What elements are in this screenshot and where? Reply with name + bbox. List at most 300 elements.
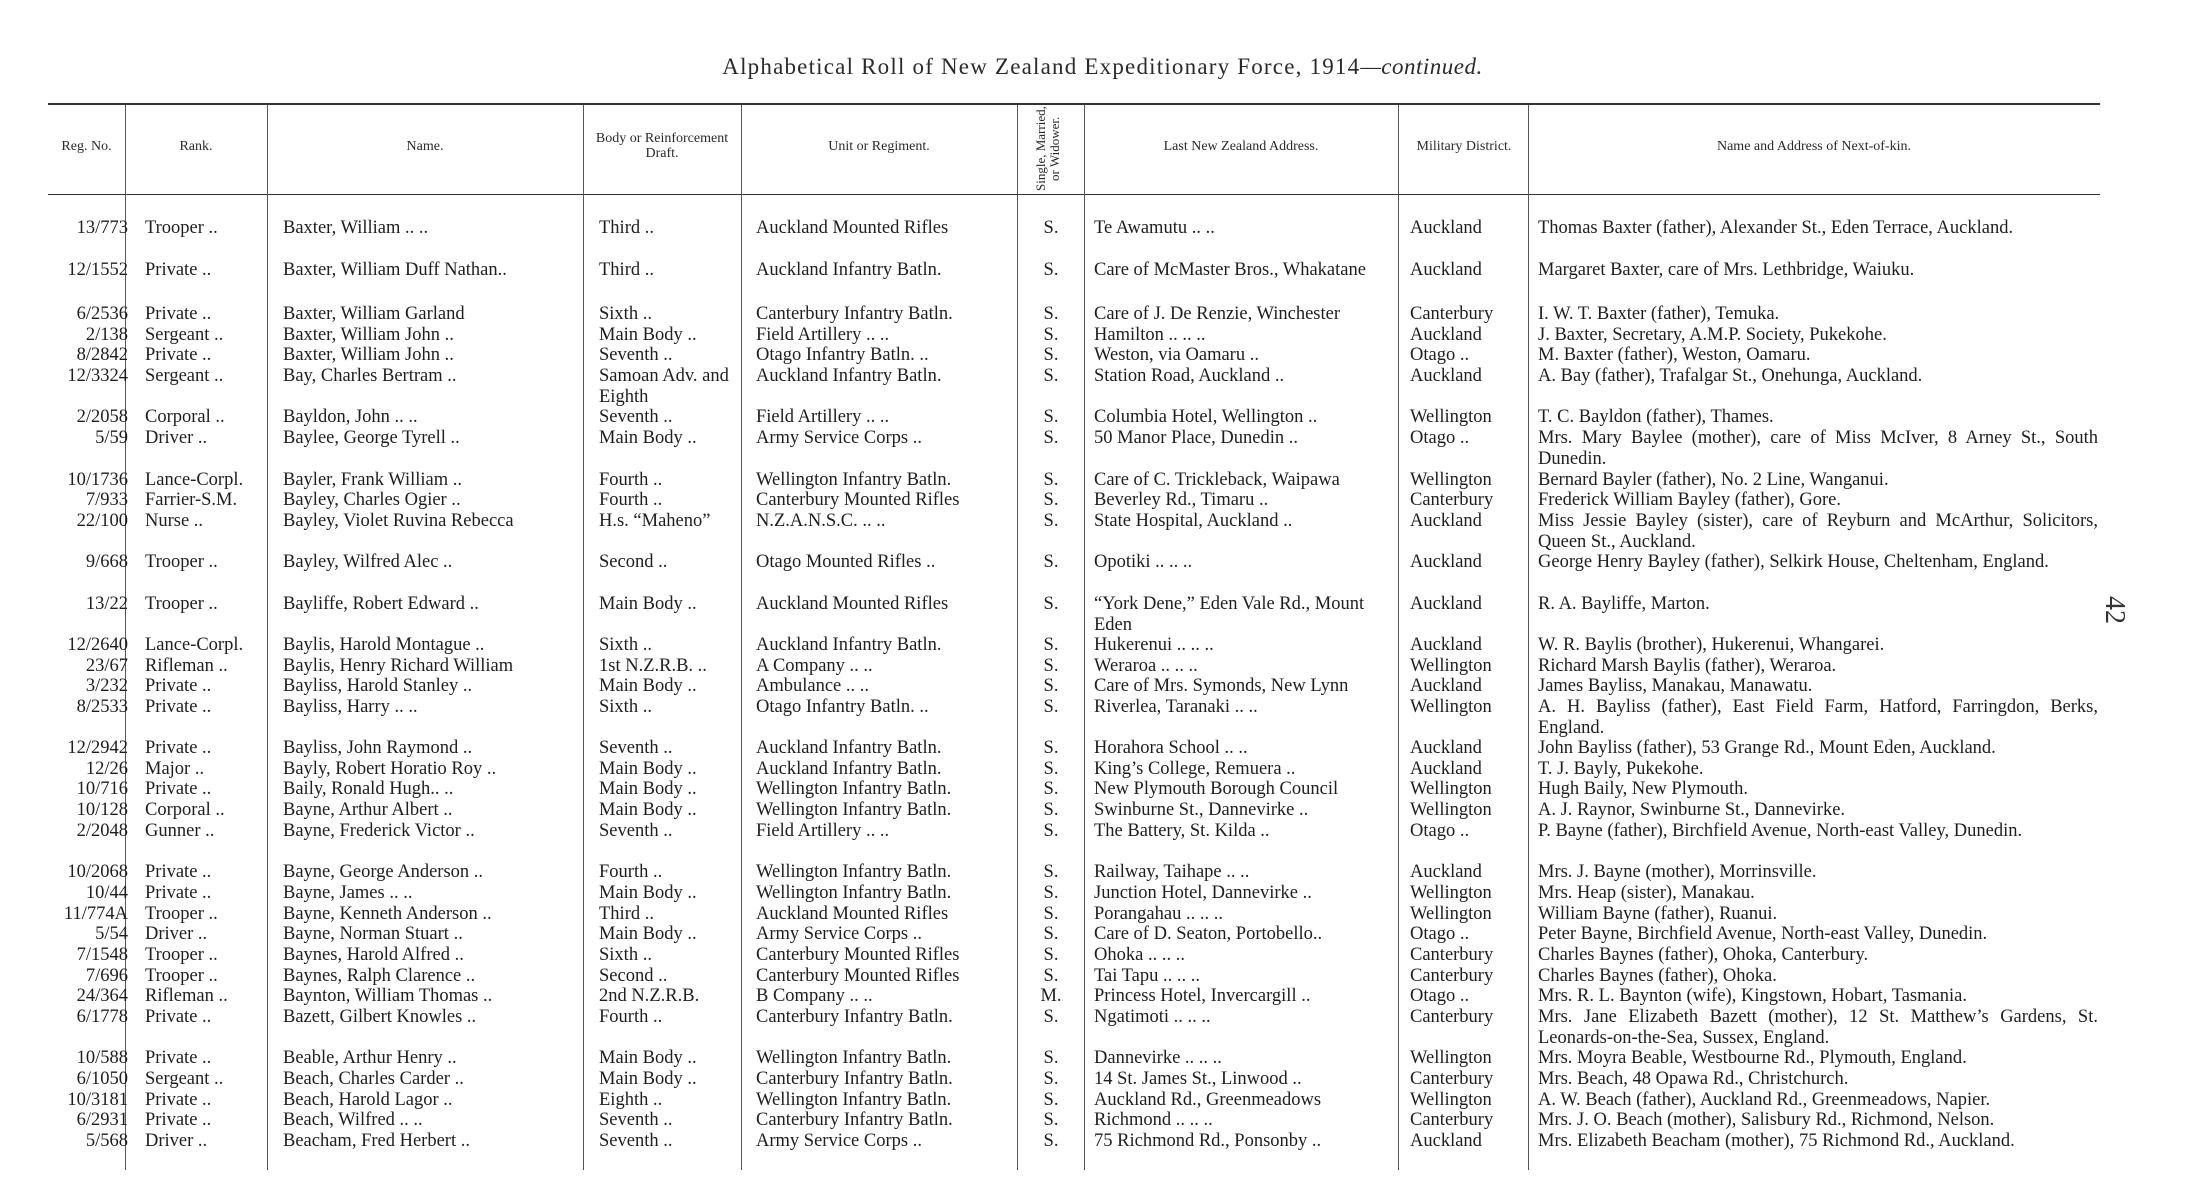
reg-no-cell: 8/2842 [76, 345, 128, 365]
district-cell: Otago .. [1410, 986, 1470, 1006]
district-cell: Canterbury [1410, 1069, 1494, 1089]
kin-cell: A. W. Beach (father), Auckland Rd., Greenmeadows, Napier. [1538, 1090, 1991, 1110]
reg-no-cell: 8/2533 [76, 697, 128, 717]
body-draft-cell: Sixth .. [599, 697, 652, 717]
address-cell: Care of Mrs. Symonds, New Lynn [1094, 676, 1349, 696]
body-draft-cell: Fourth .. [599, 1007, 663, 1027]
reg-no-cell: 11/774A [63, 904, 128, 924]
reg-no-cell: 6/2931 [76, 1110, 128, 1130]
body-draft-cell: Seventh .. [599, 738, 673, 758]
unit-cell: Wellington Infantry Batln. [756, 1090, 952, 1110]
address-cell: Railway, Taihape .. .. [1094, 862, 1250, 882]
kin-cell: Mrs. Heap (sister), Manakau. [1538, 883, 1755, 903]
reg-no-cell: 10/716 [76, 779, 128, 799]
body-draft-cell: Main Body .. [599, 759, 697, 779]
district-cell: Otago .. [1410, 821, 1470, 841]
body-draft-cell: Sixth .. [599, 635, 652, 655]
address-cell: Horahora School .. .. [1094, 738, 1248, 758]
rank-cell: Private .. [145, 1110, 212, 1130]
status-cell: S. [1043, 428, 1059, 448]
reg-no-cell: 23/67 [85, 656, 128, 676]
reg-no-cell: 2/2058 [76, 407, 128, 427]
status-cell: S. [1043, 904, 1059, 924]
status-cell: S. [1043, 366, 1059, 386]
status-cell: S. [1043, 862, 1059, 882]
district-cell: Wellington [1410, 1048, 1492, 1068]
kin-cell: A. H. Bayliss (father), East Field Farm, Hatford, Farringdon, Berks, England. [1538, 697, 2098, 738]
body-draft-cell: Fourth .. [599, 470, 663, 490]
unit-cell: A Company .. .. [756, 656, 873, 676]
name-cell: Bayley, Charles Ogier .. [283, 490, 461, 510]
name-cell: Bayliss, Harold Stanley .. [283, 676, 473, 696]
status-cell: S. [1043, 1110, 1059, 1130]
district-cell: Canterbury [1410, 1110, 1494, 1130]
status-cell: S. [1043, 821, 1059, 841]
rank-cell: Private .. [145, 697, 212, 717]
unit-cell: Army Service Corps .. [756, 924, 922, 944]
name-cell: Bayne, George Anderson .. [283, 862, 484, 882]
unit-cell: Army Service Corps .. [756, 1131, 922, 1151]
header-body-draft: Body or Reinforcement Draft. [595, 131, 729, 161]
name-cell: Bayne, James .. .. [283, 883, 413, 903]
address-cell: Tai Tapu .. .. .. [1094, 966, 1200, 986]
kin-cell: Mrs. Beach, 48 Opawa Rd., Christchurch. [1538, 1069, 1849, 1089]
header-status: Single, Married, or Widower. [1033, 106, 1062, 192]
unit-cell: Auckland Infantry Batln. [756, 366, 942, 386]
reg-no-cell: 10/44 [85, 883, 128, 903]
address-cell: Richmond .. .. .. [1094, 1110, 1213, 1130]
district-cell: Auckland [1410, 366, 1482, 386]
reg-no-cell: 12/2640 [67, 635, 128, 655]
kin-cell: R. A. Bayliffe, Marton. [1538, 594, 1710, 614]
name-cell: Beacham, Fred Herbert .. [283, 1131, 470, 1151]
address-cell: Swinburne St., Dannevirke .. [1094, 800, 1309, 820]
rank-cell: Private .. [145, 1048, 212, 1068]
unit-cell: N.Z.A.N.S.C. .. .. [756, 511, 886, 531]
district-cell: Wellington [1410, 470, 1492, 490]
kin-cell: J. Baxter, Secretary, A.M.P. Society, Pukekohe. [1538, 325, 1887, 345]
status-cell: S. [1043, 304, 1059, 324]
address-cell: Hamilton .. .. .. [1094, 325, 1206, 345]
unit-cell: Ambulance .. .. [756, 676, 870, 696]
reg-no-cell: 12/1552 [67, 260, 128, 280]
rank-cell: Driver .. [145, 428, 208, 448]
body-draft-cell: Second .. [599, 552, 668, 572]
header-unit: Unit or Regiment. [828, 138, 930, 154]
unit-cell: B Company .. .. [756, 986, 873, 1006]
unit-cell: Canterbury Infantry Batln. [756, 1007, 953, 1027]
unit-cell: Auckland Infantry Batln. [756, 635, 942, 655]
page-number: 42 [2099, 596, 2130, 624]
rank-cell: Private .. [145, 1007, 212, 1027]
rank-cell: Private .. [145, 304, 212, 324]
status-cell: S. [1043, 635, 1059, 655]
kin-cell: P. Bayne (father), Birchfield Avenue, North-east Valley, Dunedin. [1538, 821, 2023, 841]
body-draft-cell: Eighth .. [599, 1090, 663, 1110]
name-cell: Bayler, Frank William .. [283, 470, 463, 490]
reg-no-cell: 10/128 [76, 800, 128, 820]
district-cell: Auckland [1410, 1131, 1482, 1151]
kin-cell: John Bayliss (father), 53 Grange Rd., Mount Eden, Auckland. [1538, 738, 1996, 758]
rank-cell: Trooper .. [145, 552, 218, 572]
district-cell: Auckland [1410, 676, 1482, 696]
name-cell: Beach, Charles Carder .. [283, 1069, 464, 1089]
address-cell: Care of C. Trickleback, Waipawa [1094, 470, 1340, 490]
rank-cell: Private .. [145, 738, 212, 758]
body-draft-cell: Main Body .. [599, 676, 697, 696]
unit-cell: Otago Mounted Rifles .. [756, 552, 936, 572]
district-cell: Otago .. [1410, 924, 1470, 944]
rank-cell: Sergeant .. [145, 366, 224, 386]
status-cell: S. [1043, 1090, 1059, 1110]
unit-cell: Auckland Mounted Rifles [756, 218, 949, 238]
body-draft-cell: Main Body .. [599, 883, 697, 903]
kin-cell: A. J. Raynor, Swinburne St., Dannevirke. [1538, 800, 1846, 820]
district-cell: Auckland [1410, 218, 1482, 238]
district-cell: Auckland [1410, 862, 1482, 882]
status-cell: S. [1043, 945, 1059, 965]
kin-cell: Mrs. Elizabeth Beacham (mother), 75 Richmond Rd., Auckland. [1538, 1131, 2015, 1151]
address-cell: Beverley Rd., Timaru .. [1094, 490, 1269, 510]
kin-cell: Charles Baynes (father), Ohoka. [1538, 966, 1777, 986]
name-cell: Beable, Arthur Henry .. [283, 1048, 457, 1068]
district-cell: Otago .. [1410, 428, 1470, 448]
address-cell: Weston, via Oamaru .. [1094, 345, 1259, 365]
body-draft-cell: Main Body .. [599, 325, 697, 345]
unit-cell: Wellington Infantry Batln. [756, 800, 952, 820]
name-cell: Baxter, William John .. [283, 345, 454, 365]
reg-no-cell: 7/933 [85, 490, 128, 510]
address-cell: Dannevirke .. .. .. [1094, 1048, 1222, 1068]
name-cell: Baynes, Ralph Clarence .. [283, 966, 476, 986]
status-cell: S. [1043, 407, 1059, 427]
kin-cell: Thomas Baxter (father), Alexander St., Eden Terrace, Auckland. [1538, 218, 2014, 238]
address-cell: Auckland Rd., Greenmeadows [1094, 1090, 1322, 1110]
reg-no-cell: 2/138 [85, 325, 128, 345]
body-draft-cell: H.s. “Maheno” [599, 511, 711, 531]
kin-cell: M. Baxter (father), Weston, Oamaru. [1538, 345, 1811, 365]
body-draft-cell: Sixth .. [599, 945, 652, 965]
kin-cell: A. Bay (father), Trafalgar St., Onehunga, Auckland. [1538, 366, 1923, 386]
district-cell: Wellington [1410, 883, 1492, 903]
rank-cell: Private .. [145, 345, 212, 365]
rank-cell: Trooper .. [145, 594, 218, 614]
rank-cell: Lance-Corpl. [145, 470, 244, 490]
rank-cell: Lance-Corpl. [145, 635, 244, 655]
reg-no-cell: 22/100 [76, 511, 128, 531]
reg-no-cell: 6/1778 [76, 1007, 128, 1027]
reg-no-cell: 13/773 [76, 218, 128, 238]
kin-cell: James Bayliss, Manakau, Manawatu. [1538, 676, 1813, 696]
kin-cell: T. C. Bayldon (father), Thames. [1538, 407, 1774, 427]
district-cell: Wellington [1410, 656, 1492, 676]
district-cell: Canterbury [1410, 490, 1494, 510]
address-cell: Care of McMaster Bros., Whakatane [1094, 260, 1366, 280]
unit-cell: Auckland Infantry Batln. [756, 260, 942, 280]
name-cell: Baxter, William Duff Nathan.. [283, 260, 507, 280]
name-cell: Baylis, Harold Montague .. [283, 635, 485, 655]
status-cell: S. [1043, 1069, 1059, 1089]
status-cell: S. [1043, 325, 1059, 345]
unit-cell: Canterbury Mounted Rifles [756, 966, 960, 986]
kin-cell: Mrs. J. Bayne (mother), Morrinsville. [1538, 862, 1817, 882]
body-draft-cell: Fourth .. [599, 490, 663, 510]
rank-cell: Rifleman .. [145, 986, 228, 1006]
body-draft-cell: 2nd N.Z.R.B. [599, 986, 700, 1006]
unit-cell: Wellington Infantry Batln. [756, 862, 952, 882]
kin-cell: Mrs. R. L. Baynton (wife), Kingstown, Hobart, Tasmania. [1538, 986, 1967, 1006]
status-cell: S. [1043, 594, 1059, 614]
reg-no-cell: 12/2942 [67, 738, 128, 758]
kin-cell: I. W. T. Baxter (father), Temuka. [1538, 304, 1780, 324]
rank-cell: Private .. [145, 779, 212, 799]
district-cell: Wellington [1410, 800, 1492, 820]
kin-cell: Bernard Bayler (father), No. 2 Line, Wanganui. [1538, 470, 1889, 490]
unit-cell: Canterbury Infantry Batln. [756, 1110, 953, 1130]
name-cell: Baylee, George Tyrell .. [283, 428, 460, 448]
district-cell: Auckland [1410, 511, 1482, 531]
address-cell: King’s College, Remuera .. [1094, 759, 1296, 779]
kin-cell: George Henry Bayley (father), Selkirk House, Cheltenham, England. [1538, 552, 2049, 572]
reg-no-cell: 5/568 [85, 1131, 128, 1151]
district-cell: Wellington [1410, 904, 1492, 924]
unit-cell: Otago Infantry Batln. .. [756, 697, 929, 717]
body-draft-cell: Seventh .. [599, 1110, 673, 1130]
body-draft-cell: Second .. [599, 966, 668, 986]
district-cell: Auckland [1410, 635, 1482, 655]
address-cell: Columbia Hotel, Wellington .. [1094, 407, 1318, 427]
unit-cell: Canterbury Infantry Batln. [756, 1069, 953, 1089]
kin-cell: Miss Jessie Bayley (sister), care of Reyburn and McArthur, Solicitors, Queen St., Auckland. [1538, 511, 2098, 552]
address-cell: Care of D. Seaton, Portobello.. [1094, 924, 1323, 944]
unit-cell: Auckland Infantry Batln. [756, 759, 942, 779]
district-cell: Canterbury [1410, 945, 1494, 965]
status-cell: S. [1043, 470, 1059, 490]
status-cell: S. [1043, 966, 1059, 986]
address-cell: Junction Hotel, Dannevirke .. [1094, 883, 1312, 903]
status-cell: S. [1043, 1131, 1059, 1151]
rank-cell: Corporal .. [145, 800, 225, 820]
body-draft-cell: Seventh .. [599, 1131, 673, 1151]
body-draft-cell: Third .. [599, 218, 654, 238]
status-cell: S. [1043, 779, 1059, 799]
reg-no-cell: 12/3324 [67, 366, 128, 386]
kin-cell: Mrs. Jane Elizabeth Bazett (mother), 12 St. Matthew’s Gardens, St. Leonards-on-the-Sea, Sussex, England. [1538, 1007, 2098, 1048]
header-rank: Rank. [179, 138, 213, 154]
name-cell: Bayly, Robert Horatio Roy .. [283, 759, 497, 779]
status-cell: S. [1043, 1007, 1059, 1027]
header-district: Military District. [1416, 138, 1512, 154]
district-cell: Auckland [1410, 738, 1482, 758]
body-draft-cell: Third .. [599, 260, 654, 280]
address-cell: Riverlea, Taranaki .. .. [1094, 697, 1258, 717]
kin-cell: Charles Baynes (father), Ohoka, Canterbury. [1538, 945, 1869, 965]
district-cell: Wellington [1410, 697, 1492, 717]
rank-cell: Trooper .. [145, 218, 218, 238]
unit-cell: Wellington Infantry Batln. [756, 470, 952, 490]
status-cell: S. [1043, 511, 1059, 531]
address-cell: Te Awamutu .. .. [1094, 218, 1215, 238]
name-cell: Bayne, Norman Stuart .. [283, 924, 463, 944]
district-cell: Wellington [1410, 779, 1492, 799]
name-cell: Baxter, William John .. [283, 325, 454, 345]
header-name: Name. [406, 138, 444, 154]
rank-cell: Trooper .. [145, 966, 218, 986]
address-cell: State Hospital, Auckland .. [1094, 511, 1293, 531]
header-kin: Name and Address of Next-of-kin. [1716, 138, 1911, 154]
reg-no-cell: 10/588 [76, 1048, 128, 1068]
unit-cell: Canterbury Infantry Batln. [756, 304, 953, 324]
reg-no-cell: 2/2048 [76, 821, 128, 841]
unit-cell: Field Artillery .. .. [756, 325, 890, 345]
unit-cell: Canterbury Mounted Rifles [756, 945, 960, 965]
name-cell: Baxter, William Garland [283, 304, 465, 324]
address-cell: Opotiki .. .. .. [1094, 552, 1193, 572]
body-draft-cell: Main Body .. [599, 779, 697, 799]
rank-cell: Private .. [145, 260, 212, 280]
unit-cell: Canterbury Mounted Rifles [756, 490, 960, 510]
status-cell: S. [1043, 697, 1059, 717]
unit-cell: Wellington Infantry Batln. [756, 883, 952, 903]
address-cell: 14 St. James St., Linwood .. [1094, 1069, 1302, 1089]
name-cell: Bayliss, Harry .. .. [283, 697, 418, 717]
unit-cell: Army Service Corps .. [756, 428, 922, 448]
district-cell: Canterbury [1410, 1007, 1494, 1027]
status-cell: S. [1043, 759, 1059, 779]
continued-label: —continued. [1360, 54, 1483, 79]
reg-no-cell: 13/22 [85, 594, 128, 614]
address-cell: Hukerenui .. .. .. [1094, 635, 1214, 655]
name-cell: Baily, Ronald Hugh.. .. [283, 779, 454, 799]
name-cell: Bayley, Wilfred Alec .. [283, 552, 453, 572]
reg-no-cell: 10/1736 [67, 470, 128, 490]
kin-cell: T. J. Bayly, Pukekohe. [1538, 759, 1704, 779]
kin-cell: Peter Bayne, Birchfield Avenue, North-east Valley, Dunedin. [1538, 924, 1988, 944]
reg-no-cell: 5/59 [95, 428, 128, 448]
status-cell: S. [1043, 738, 1059, 758]
reg-no-cell: 10/3181 [67, 1090, 128, 1110]
reg-no-cell: 10/2068 [67, 862, 128, 882]
name-cell: Bayliss, John Raymond .. [283, 738, 473, 758]
rank-cell: Major .. [145, 759, 205, 779]
rank-cell: Private .. [145, 1090, 212, 1110]
status-cell: S. [1043, 490, 1059, 510]
address-cell: Princess Hotel, Invercargill .. [1094, 986, 1311, 1006]
body-draft-cell: Seventh .. [599, 345, 673, 365]
address-cell: 50 Manor Place, Dunedin .. [1094, 428, 1298, 448]
status-cell: S. [1043, 800, 1059, 820]
unit-cell: Wellington Infantry Batln. [756, 1048, 952, 1068]
name-cell: Bayne, Kenneth Anderson .. [283, 904, 492, 924]
status-cell: S. [1043, 1048, 1059, 1068]
rank-cell: Trooper .. [145, 945, 218, 965]
unit-cell: Auckland Infantry Batln. [756, 738, 942, 758]
body-draft-cell: Third .. [599, 904, 654, 924]
roll-title: Alphabetical Roll of New Zealand Expeditionary Force, 1914 [722, 54, 1361, 79]
address-cell: Station Road, Auckland .. [1094, 366, 1285, 386]
address-cell: Ngatimoti .. .. .. [1094, 1007, 1211, 1027]
reg-no-cell: 3/232 [85, 676, 128, 696]
name-cell: Bayley, Violet Ruvina Rebecca [283, 511, 514, 531]
reg-no-cell: 7/696 [85, 966, 128, 986]
address-cell: The Battery, St. Kilda .. [1094, 821, 1270, 841]
reg-no-cell: 12/26 [85, 759, 128, 779]
district-cell: Auckland [1410, 552, 1482, 572]
reg-no-cell: 9/668 [85, 552, 128, 572]
name-cell: Beach, Harold Lagor .. [283, 1090, 453, 1110]
rank-cell: Nurse .. [145, 511, 204, 531]
body-draft-cell: Samoan Adv. and Eighth [599, 366, 729, 407]
body-draft-cell: Seventh .. [599, 407, 673, 427]
district-cell: Wellington [1410, 407, 1492, 427]
unit-cell: Otago Infantry Batln. .. [756, 345, 929, 365]
rank-cell: Driver .. [145, 1131, 208, 1151]
rank-cell: Private .. [145, 883, 212, 903]
rank-cell: Corporal .. [145, 407, 225, 427]
status-cell: S. [1043, 260, 1059, 280]
rank-cell: Trooper .. [145, 904, 218, 924]
rank-cell: Driver .. [145, 924, 208, 944]
name-cell: Bayne, Frederick Victor .. [283, 821, 475, 841]
unit-cell: Wellington Infantry Batln. [756, 779, 952, 799]
district-cell: Auckland [1410, 759, 1482, 779]
address-cell: Care of J. De Renzie, Winchester [1094, 304, 1341, 324]
district-cell: Canterbury [1410, 304, 1494, 324]
name-cell: Baynes, Harold Alfred .. [283, 945, 464, 965]
address-cell: New Plymouth Borough Council [1094, 779, 1339, 799]
rank-cell: Farrier-S.M. [145, 490, 238, 510]
district-cell: Auckland [1410, 594, 1482, 614]
body-draft-cell: 1st N.Z.R.B. .. [599, 656, 707, 676]
kin-cell: Mrs. Moyra Beable, Westbourne Rd., Plymouth, England. [1538, 1048, 1967, 1068]
unit-cell: Auckland Mounted Rifles [756, 594, 949, 614]
body-draft-cell: Main Body .. [599, 1048, 697, 1068]
kin-cell: Frederick William Bayley (father), Gore. [1538, 490, 1842, 510]
reg-no-cell: 6/1050 [76, 1069, 128, 1089]
reg-no-cell: 7/1548 [76, 945, 128, 965]
address-cell: Ohoka .. .. .. [1094, 945, 1185, 965]
body-draft-cell: Main Body .. [599, 594, 697, 614]
reg-no-cell: 6/2536 [76, 304, 128, 324]
kin-cell: Richard Marsh Baylis (father), Weraroa. [1538, 656, 1837, 676]
status-cell: S. [1043, 883, 1059, 903]
district-cell: Wellington [1410, 1090, 1492, 1110]
kin-cell: Margaret Baxter, care of Mrs. Lethbridge, Waiuku. [1538, 260, 1915, 280]
status-cell: S. [1043, 924, 1059, 944]
kin-cell: Mrs. Mary Baylee (mother), care of Miss McIver, 8 Arney St., South Dunedin. [1538, 428, 2098, 469]
name-cell: Bayliffe, Robert Edward .. [283, 594, 479, 614]
name-cell: Beach, Wilfred .. .. [283, 1110, 423, 1130]
district-cell: Auckland [1410, 325, 1482, 345]
address-cell: 75 Richmond Rd., Ponsonby .. [1094, 1131, 1322, 1151]
rank-cell: Gunner .. [145, 821, 215, 841]
rank-cell: Sergeant .. [145, 325, 224, 345]
body-draft-cell: Main Body .. [599, 1069, 697, 1089]
header-reg-no: Reg. No. [61, 138, 112, 154]
address-cell: Porangahau .. .. .. [1094, 904, 1223, 924]
body-draft-cell: Fourth .. [599, 862, 663, 882]
name-cell: Baxter, William .. .. [283, 218, 429, 238]
name-cell: Bay, Charles Bertram .. [283, 366, 457, 386]
district-cell: Otago .. [1410, 345, 1470, 365]
body-draft-cell: Main Body .. [599, 924, 697, 944]
name-cell: Baylis, Henry Richard William [283, 656, 514, 676]
name-cell: Bayldon, John .. .. [283, 407, 418, 427]
rank-cell: Rifleman .. [145, 656, 228, 676]
body-draft-cell: Main Body .. [599, 428, 697, 448]
unit-cell: Field Artillery .. .. [756, 407, 890, 427]
address-cell: “York Dene,” Eden Vale Rd., Mount Eden [1094, 594, 1365, 635]
